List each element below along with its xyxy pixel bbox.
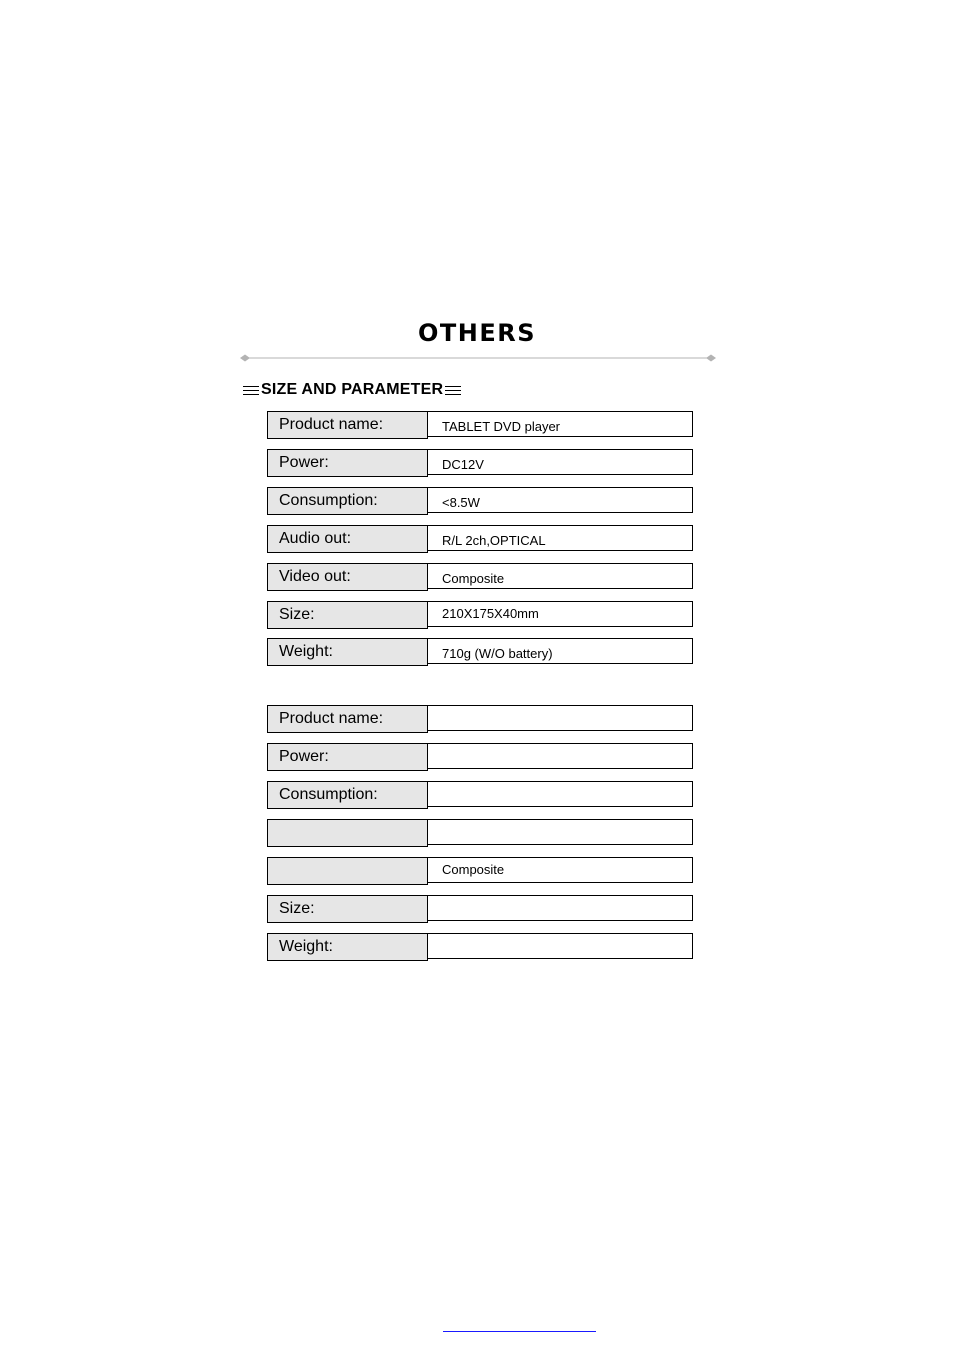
row-label: Power: (267, 449, 428, 477)
row-label: Product name: (267, 411, 428, 439)
row-value: <8.5W (427, 487, 693, 513)
row-label: Weight: (267, 933, 428, 961)
row-value (427, 705, 693, 731)
divider-left-diamond-icon (240, 355, 250, 362)
row-value: Composite (427, 563, 693, 589)
row-value (427, 819, 693, 845)
row-value: DC12V (427, 449, 693, 475)
row-value (427, 895, 693, 921)
table-row (267, 563, 697, 591)
row-label: Consumption: (267, 781, 428, 809)
table-row (267, 638, 697, 666)
row-label: Weight: (267, 638, 428, 666)
row-label: Size: (267, 601, 428, 629)
table-row (267, 525, 697, 553)
row-value (427, 743, 693, 769)
row-value: 210X175X40mm (427, 601, 693, 627)
row-value: R/L 2ch,OPTICAL (427, 525, 693, 551)
table-row (267, 487, 697, 515)
row-value: 710g (W/O battery) (427, 638, 693, 664)
row-label: Size: (267, 895, 428, 923)
table-row (267, 601, 697, 629)
table-row (267, 857, 697, 885)
row-value (427, 781, 693, 807)
title-divider (240, 353, 716, 363)
row-value: Composite (427, 857, 693, 883)
footer-link-underline[interactable] (443, 1331, 596, 1332)
page-title: OTHERS (417, 319, 537, 347)
table-row (267, 933, 697, 961)
divider-right-diamond-icon (706, 355, 716, 362)
table-row (267, 819, 697, 847)
row-label (267, 819, 428, 847)
table-row (267, 743, 697, 771)
row-label: Consumption: (267, 487, 428, 515)
section-heading-text: SIZE AND PARAMETER (261, 381, 444, 398)
row-value (427, 933, 693, 959)
row-label: Power: (267, 743, 428, 771)
table-row (267, 449, 697, 477)
table-row (267, 705, 697, 733)
row-label: Product name: (267, 705, 428, 733)
triple-line-icon (243, 385, 259, 396)
row-label: Video out: (267, 563, 428, 591)
table-row (267, 895, 697, 923)
row-value: TABLET DVD player (427, 411, 693, 437)
triple-line-icon (445, 385, 461, 396)
table-row (267, 781, 697, 809)
row-label (267, 857, 428, 885)
row-label: Audio out: (267, 525, 428, 553)
section-heading (243, 380, 461, 400)
table-row (267, 411, 697, 439)
